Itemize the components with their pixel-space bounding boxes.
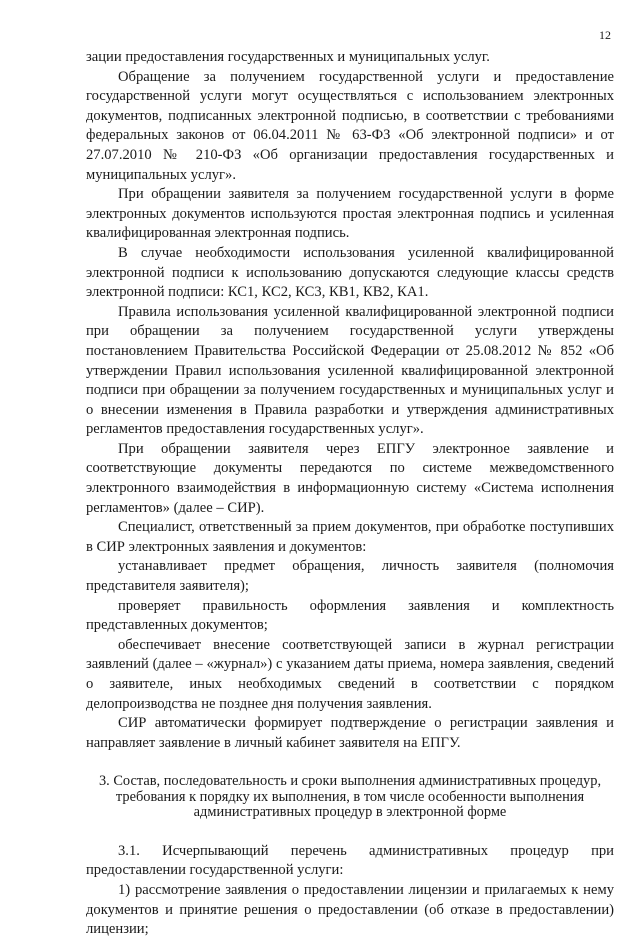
list-item: обеспечивает внесение соответствующей записи в журнал регистрации заявлений (далее – «журнал») с указанием даты приема, номера заявления, сведений о заявителе, иных необходимых сведений в соответствии с порядком делопроизводства не позднее дня получения заявления.: [86, 636, 614, 712]
paragraph: В случае необходимости использования усиленной квалифицированной электронной подписи к использованию допускаются следующие классы средств электронной подписи: КС1, КС2, КС3, КВ1, КВ2, КА1.: [86, 244, 614, 301]
paragraph: Специалист, ответственный за прием документов, при обработке поступивших в СИР электронных заявления и документов:: [86, 519, 614, 555]
page-number: 12: [599, 28, 611, 42]
paragraph: При обращении заявителя за получением государственной услуги в форме электронных документов используются простая электронная подпись и усиленная квалифицированная электронная подпись.: [86, 186, 614, 242]
section-heading-line: 3. Состав, последовательность и сроки выполнения административных процедур,: [98, 773, 602, 790]
document-body: [86, 48, 614, 940]
paragraph: Правила использования усиленной квалифицированной электронной подписи при обращении за получением государственной услуги утверждены постановлением Правительства Российской Федерации от 25.08.2012 № 852 «Об утверждении Правил использования усиленной квалифицированной электронной подписи при обращении за получением государственных и муниципальных услуг и о внесении изменения в Правила разработки и утверждения административных регламентов предоставления государственных услуг».: [86, 303, 614, 438]
paragraph: 3.1. Исчерпывающий перечень административных процедур при предоставлении государственной услуги:: [86, 842, 614, 879]
list-item: устанавливает предмет обращения, личность заявителя (полномочия представителя заявителя);: [86, 558, 614, 595]
list-item: 1) рассмотрение заявления о предоставлении лицензии и прилагаемых к нему документов и принятие решения о предоставлении (об отказе в предоставлении) лицензии;: [86, 882, 614, 938]
paragraph: СИР автоматически формирует подтверждение о регистрации заявления и направляет заявление в личный кабинет заявителя на ЕПГУ.: [86, 715, 614, 751]
paragraph: При обращении заявителя через ЕПГУ электронное заявление и соответствующие документы передаются по системе межведомственного электронного взаимодействия в информационную систему «Система исполнения регламентов» (далее – СИР).: [86, 440, 614, 516]
paragraph: зации предоставления государственных и муниципальных услуг.: [86, 49, 490, 65]
list-item: проверяет правильность оформления заявления и комплектность представленных документов;: [86, 597, 614, 634]
section-heading: [86, 774, 614, 821]
paragraph: Обращение за получением государственной услуги и предоставление государственной услуги могут осуществляться с использованием электронных документов, подписанных электронной подписью, в соответствии с требованиями федеральных законов от 06.04.2011 № 63-ФЗ «Об электронной подписи» и от 27.07.2010 № 210-ФЗ «Об организации предоставления государственных и муниципальных услуг».: [86, 68, 614, 183]
section-heading-line: требования к порядку их выполнения, в том числе особенности выполнения: [115, 788, 585, 805]
section-heading-line: административных процедур в электронной форме: [193, 804, 507, 821]
